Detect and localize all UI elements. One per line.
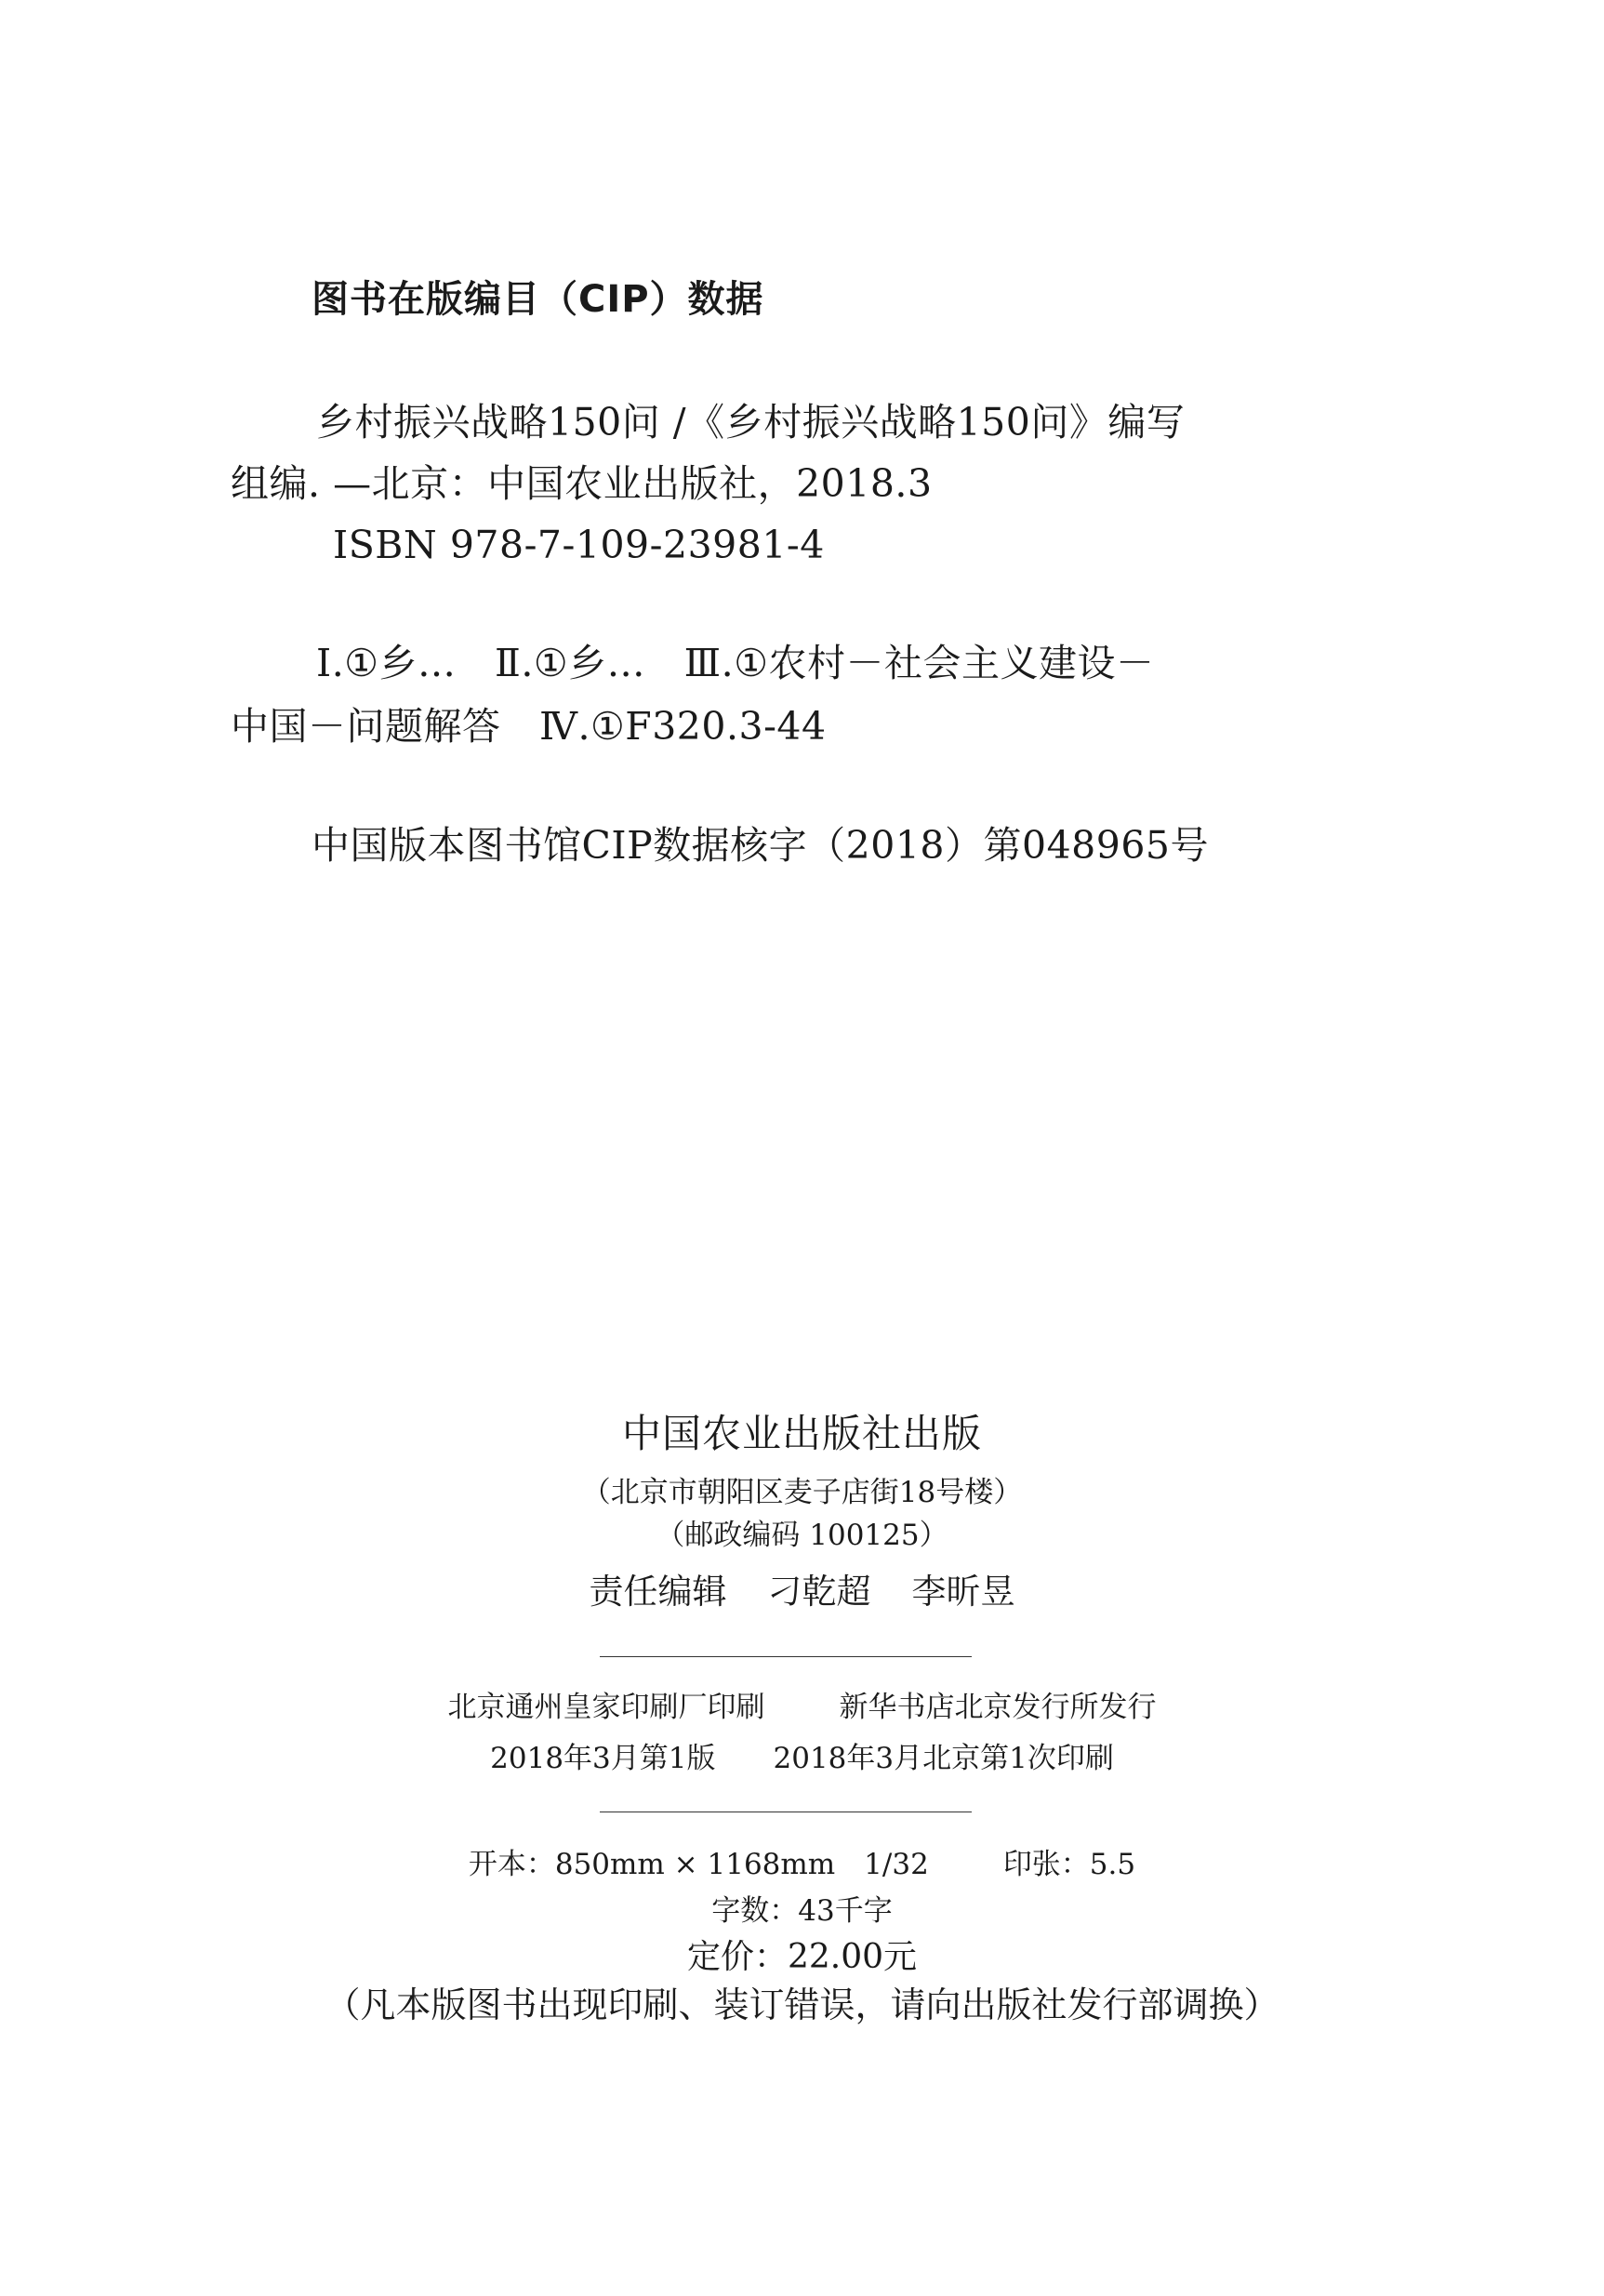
- distributor: 新华书店北京发行所发行: [839, 1691, 1157, 1724]
- cip-heading: 图书在版编目（CIP）数据: [312, 278, 764, 321]
- printing-run: 2018年3月北京第1次印刷: [773, 1742, 1114, 1775]
- edition-info: [0, 1742, 1604, 1775]
- publisher-address: （北京市朝阳区麦子店街18号楼）: [581, 1476, 1023, 1509]
- cip-publisher-line: 组编. —北京：中国农业出版社，2018.3: [231, 461, 933, 506]
- cip-check-number: 中国版本图书馆CIP数据核字（2018）第048965号: [312, 823, 1210, 868]
- cip-classification-line-2: 中国－问题解答 Ⅳ.①F320.3-44: [231, 704, 827, 749]
- replacement-notice: （凡本版图书出现印刷、装订错误，请向出版社发行部调换）: [325, 1984, 1279, 2025]
- editors-label: 责任编辑: [589, 1572, 727, 1612]
- printed-sheets: 印张：5.5: [1002, 1848, 1136, 1881]
- publisher-postcode: （邮政编码 100125）: [656, 1519, 948, 1552]
- price: 定价：22.00元: [686, 1938, 918, 1976]
- cip-classification-line-1: Ⅰ.①乡… Ⅱ.①乡… Ⅲ.①农村－社会主义建设－: [316, 641, 1155, 685]
- printer: 北京通州皇家印刷厂印刷: [447, 1691, 765, 1724]
- editor-name: 李昕昱: [911, 1572, 1015, 1612]
- edition: 2018年3月第1版: [490, 1742, 716, 1775]
- divider: [600, 1656, 972, 1657]
- format-info: [0, 1848, 1604, 1881]
- cip-title-line: 乡村振兴战略150问 /《乡村振兴战略150问》编写: [316, 400, 1186, 445]
- book-format: 开本：850mm × 1168mm 1/32: [468, 1848, 929, 1881]
- responsible-editors: [0, 1572, 1604, 1612]
- publisher-name: 中国农业出版社出版: [621, 1411, 982, 1456]
- printing-info: [0, 1693, 1604, 1722]
- cip-isbn: ISBN 978-7-109-23981-4: [333, 523, 825, 567]
- word-count: 字数：43千字: [711, 1894, 893, 1928]
- editor-name: 刁乾超: [767, 1572, 871, 1612]
